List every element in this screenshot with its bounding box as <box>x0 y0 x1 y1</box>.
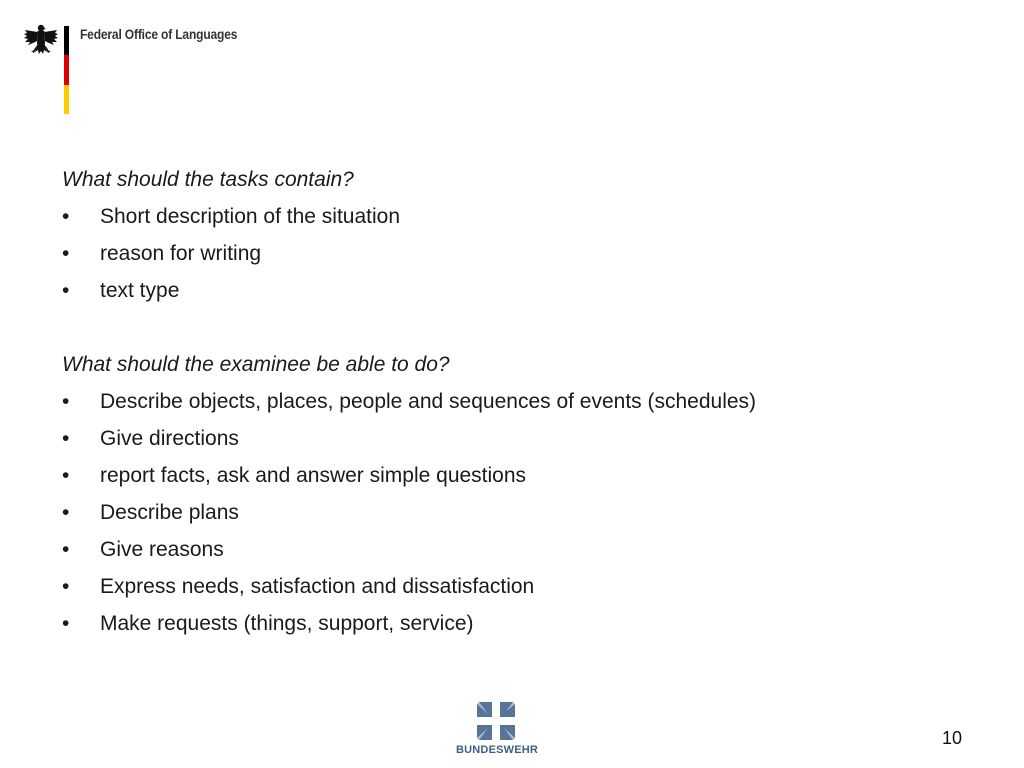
bundeswehr-wordmark: BUNDESWEHR <box>456 744 539 756</box>
abilities-bullet-list <box>62 387 962 646</box>
list-item <box>62 498 962 535</box>
list-item <box>62 461 962 498</box>
list-item-text: Describe objects, places, people and sequences of events (schedules) <box>100 390 757 413</box>
bullet-icon: • <box>62 242 70 265</box>
bullet-icon: • <box>62 205 70 228</box>
list-item-text: Short description of the situation <box>100 205 401 228</box>
federal-eagle-icon <box>22 22 60 62</box>
page-number: 10 <box>941 728 963 748</box>
list-item <box>62 535 962 572</box>
list-item-text: Describe plans <box>100 501 239 524</box>
flag-black-segment <box>64 26 69 55</box>
list-item <box>62 239 962 276</box>
list-item-text: Express needs, satisfaction and dissatisfaction <box>100 575 535 598</box>
flag-red-segment <box>64 55 69 84</box>
list-item <box>62 609 962 646</box>
list-item <box>62 276 962 313</box>
bullet-icon: • <box>62 279 70 302</box>
flag-gold-segment <box>64 85 69 114</box>
slide-content <box>62 165 962 646</box>
bullet-icon: • <box>62 464 70 487</box>
bullet-icon: • <box>62 390 70 413</box>
section-question-tasks: What should the tasks contain? <box>62 168 354 191</box>
bullet-icon: • <box>62 427 70 450</box>
list-item-text: report facts, ask and answer simple questions <box>100 464 527 487</box>
bullet-icon: • <box>62 538 70 561</box>
list-item-text: text type <box>100 279 180 302</box>
bullet-icon: • <box>62 501 70 524</box>
list-item-text: Give reasons <box>100 538 224 561</box>
list-item <box>62 202 962 239</box>
tasks-bullet-list <box>62 202 962 313</box>
bullet-icon: • <box>62 575 70 598</box>
list-item <box>62 387 962 424</box>
list-item-text: Give directions <box>100 427 239 450</box>
organization-name: Federal Office of Languages <box>80 26 238 42</box>
german-flag-stripe <box>64 26 69 114</box>
list-item <box>62 572 962 609</box>
bullet-icon: • <box>62 612 70 635</box>
section-spacer <box>62 313 962 350</box>
list-item-text: reason for writing <box>100 242 262 265</box>
list-item-text: Make requests (things, support, service) <box>100 612 474 635</box>
section-question-examinee: What should the examinee be able to do? <box>62 353 450 376</box>
bundeswehr-logo <box>456 700 539 762</box>
list-item <box>62 424 962 461</box>
iron-cross-icon <box>475 700 517 742</box>
